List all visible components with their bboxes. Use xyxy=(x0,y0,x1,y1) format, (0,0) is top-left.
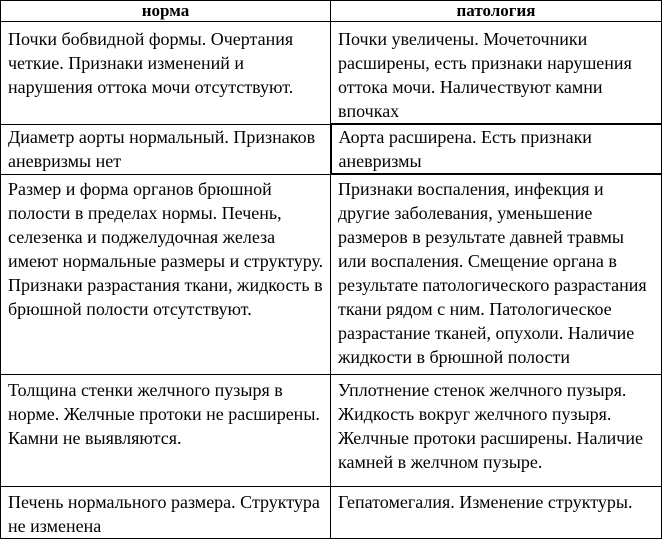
table-row xyxy=(1,22,662,125)
cell-norm-aorta: Диаметр аорты нормальный. Признаков аневризмы нет xyxy=(1,124,331,174)
cell-pathology-kidneys: Почки увеличены. Мочеточники расширены, есть признаки нарушения оттока мочи. Наличествуют камни впочках xyxy=(331,22,662,125)
header-norm: норма xyxy=(1,1,331,22)
cell-norm-liver: Печень нормального размера. Структура не изменена xyxy=(1,487,331,539)
cell-pathology-abdominal-organs: Признаки воспаления, инфекция и другие заболевания, уменьшение размеров в результате давней травмы или воспаления. Смещение органа в результате патологического разрастания ткани рядом с ним. Патологическое разрастание тканей, опухоли. Наличие жидкости в брюшной полости xyxy=(331,174,662,375)
table-row xyxy=(1,487,662,539)
table-row xyxy=(1,124,662,174)
cell-pathology-gallbladder: Уплотнение стенок желчного пузыря. Жидкость вокруг желчного пузыря. Желчные протоки расширены. Наличие камней в желчном пузыре. xyxy=(331,375,662,487)
cell-pathology-aorta: Аорта расширена. Есть признаки аневризмы xyxy=(331,124,662,174)
table-row xyxy=(1,174,662,375)
cell-norm-kidneys: Почки бобвидной формы. Очертания четкие. Признаки изменений и нарушения оттока мочи отсутствуют. xyxy=(1,22,331,125)
header-row xyxy=(1,1,662,22)
cell-norm-abdominal-organs: Размер и форма органов брюшной полости в пределах нормы. Печень, селезенка и поджелудочная железа имеют нормальные размеры и структуру. Признаки разрастания ткани, жидкость в брюшной полости отсутствуют. xyxy=(1,174,331,375)
table-row xyxy=(1,375,662,487)
cell-pathology-liver: Гепатомегалия. Изменение структуры. xyxy=(331,487,662,539)
cell-norm-gallbladder: Толщина стенки желчного пузыря в норме. Желчные протоки не расширены. Камни не выявляются. xyxy=(1,375,331,487)
table-body xyxy=(1,22,662,539)
header-pathology: патология xyxy=(331,1,662,22)
table-header xyxy=(1,1,662,22)
